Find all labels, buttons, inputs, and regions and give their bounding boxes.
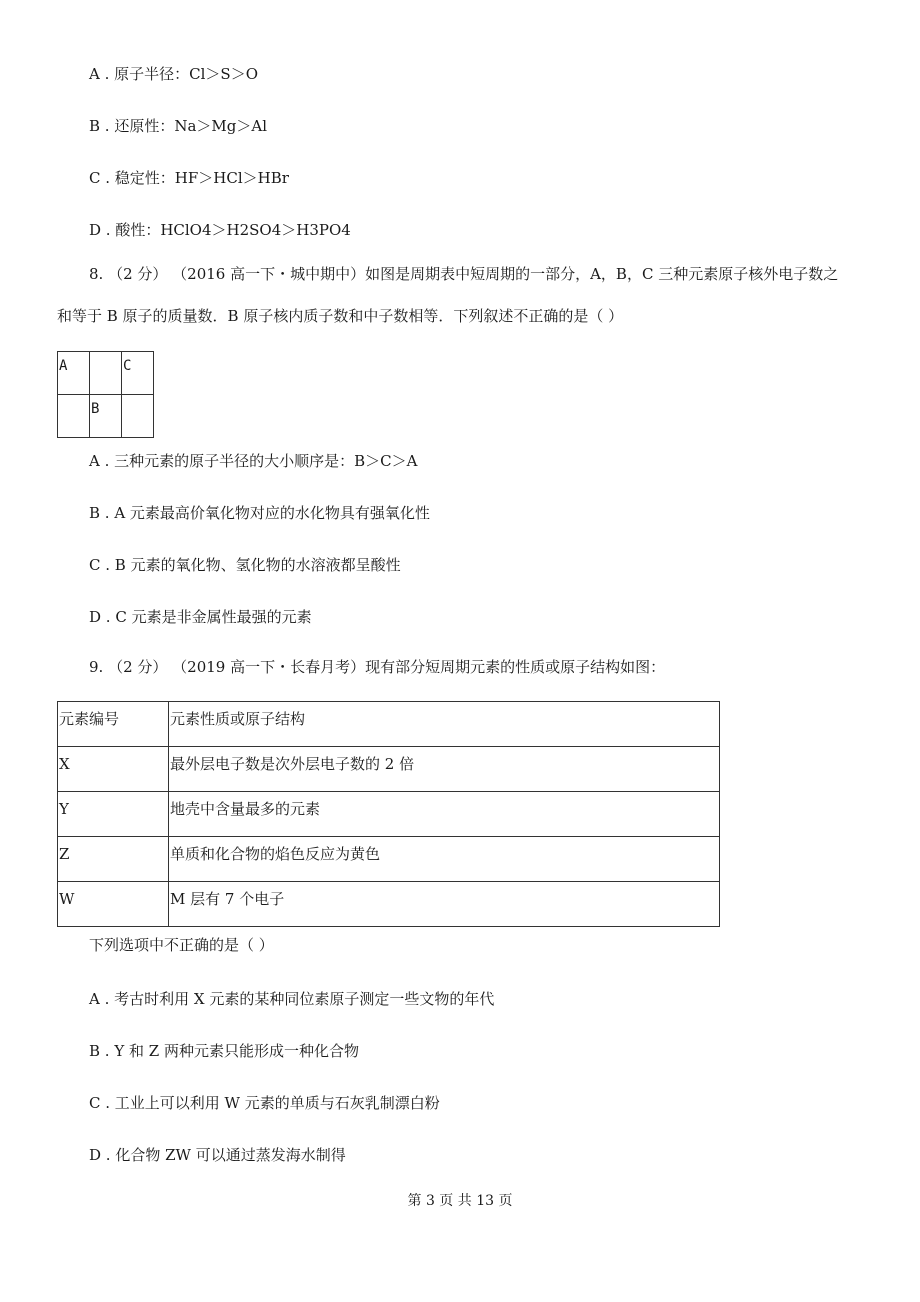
q8-option-d: D . C 元素是非金属性最强的元素 — [89, 608, 312, 626]
periodic-table-fragment — [57, 351, 154, 438]
q7-option-b: B . 还原性：Na＞Mg＞Al — [89, 117, 267, 135]
grid-cell-label: B — [91, 401, 100, 417]
table-row — [58, 747, 720, 792]
q9-option-a: A . 考古时利用 X 元素的某种同位素原子测定一些文物的年代 — [89, 990, 495, 1008]
q7-option-d: D . 酸性：HClO4＞H2SO4＞H3PO4 — [89, 221, 351, 239]
table-cell — [169, 792, 720, 837]
grid-cell — [122, 395, 154, 438]
q8-option-c: C . B 元素的氧化物、氢化物的水溶液都呈酸性 — [89, 556, 401, 574]
element-property: 单质和化合物的焰色反应为黄色 — [170, 845, 381, 863]
q9-option-b: B . Y 和 Z 两种元素只能形成一种化合物 — [89, 1042, 359, 1060]
q9-option-d: D . 化合物 ZW 可以通过蒸发海水制得 — [89, 1146, 346, 1164]
page-footer: 第 3 页 共 13 页 — [407, 1193, 513, 1209]
table-cell — [169, 747, 720, 792]
grid-cell — [58, 352, 90, 395]
grid-cell — [90, 352, 122, 395]
table-row — [58, 882, 720, 927]
q9-lead: 下列选项中不正确的是（ ） — [89, 936, 274, 954]
q8-stem-line2: 和等于 B 原子的质量数．B 原子核内质子数和中子数相等．下列叙述不正确的是（ ） — [57, 307, 624, 325]
grid-cell-label: C — [123, 358, 132, 374]
table-cell — [169, 837, 720, 882]
grid-cell — [122, 352, 154, 395]
grid-row — [58, 395, 154, 438]
q8-option-b: B . A 元素最高价氧化物对应的水化物具有强氧化性 — [89, 504, 430, 522]
grid-cell-label — [58, 395, 89, 401]
grid-cell-label: A — [59, 358, 68, 374]
element-property: 最外层电子数是次外层电子数的 2 倍 — [170, 755, 415, 773]
grid-cell — [90, 395, 122, 438]
grid-row — [58, 352, 154, 395]
table-cell — [58, 882, 169, 927]
table-header-row — [58, 702, 720, 747]
table-cell — [58, 792, 169, 837]
element-properties-table — [57, 701, 720, 927]
grid-cell — [58, 395, 90, 438]
q7-option-a: A . 原子半径：Cl＞S＞O — [89, 65, 258, 83]
table-header-cell — [58, 702, 169, 747]
q8-stem-line1: 8. （2 分） （2016 高一下・城中期中）如图是周期表中短周期的一部分，A，B，C 三种元素原子核外电子数之 — [89, 265, 839, 283]
q9-option-c: C . 工业上可以利用 W 元素的单质与石灰乳制漂白粉 — [89, 1094, 440, 1112]
header-element-property: 元素性质或原子结构 — [170, 710, 306, 728]
header-element-id: 元素编号 — [59, 710, 120, 728]
grid-cell-label — [122, 395, 153, 401]
q7-option-c: C . 稳定性：HF＞HCl＞HBr — [89, 169, 289, 187]
element-symbol: X — [59, 755, 70, 773]
element-symbol: W — [59, 890, 75, 908]
table-row — [58, 792, 720, 837]
q8-option-a: A . 三种元素的原子半径的大小顺序是：B＞C＞A — [89, 452, 418, 470]
q9-stem: 9. （2 分） （2019 高一下・长春月考）现有部分短周期元素的性质或原子结构如图： — [89, 658, 666, 676]
table-cell — [58, 837, 169, 882]
element-symbol: Z — [59, 845, 70, 863]
element-symbol: Y — [59, 800, 69, 818]
table-cell — [169, 882, 720, 927]
element-property: M 层有 7 个电子 — [170, 890, 285, 908]
table-header-cell — [169, 702, 720, 747]
table-cell — [58, 747, 169, 792]
grid-cell-label — [90, 352, 121, 358]
table-row — [58, 837, 720, 882]
element-property: 地壳中含量最多的元素 — [170, 800, 321, 818]
